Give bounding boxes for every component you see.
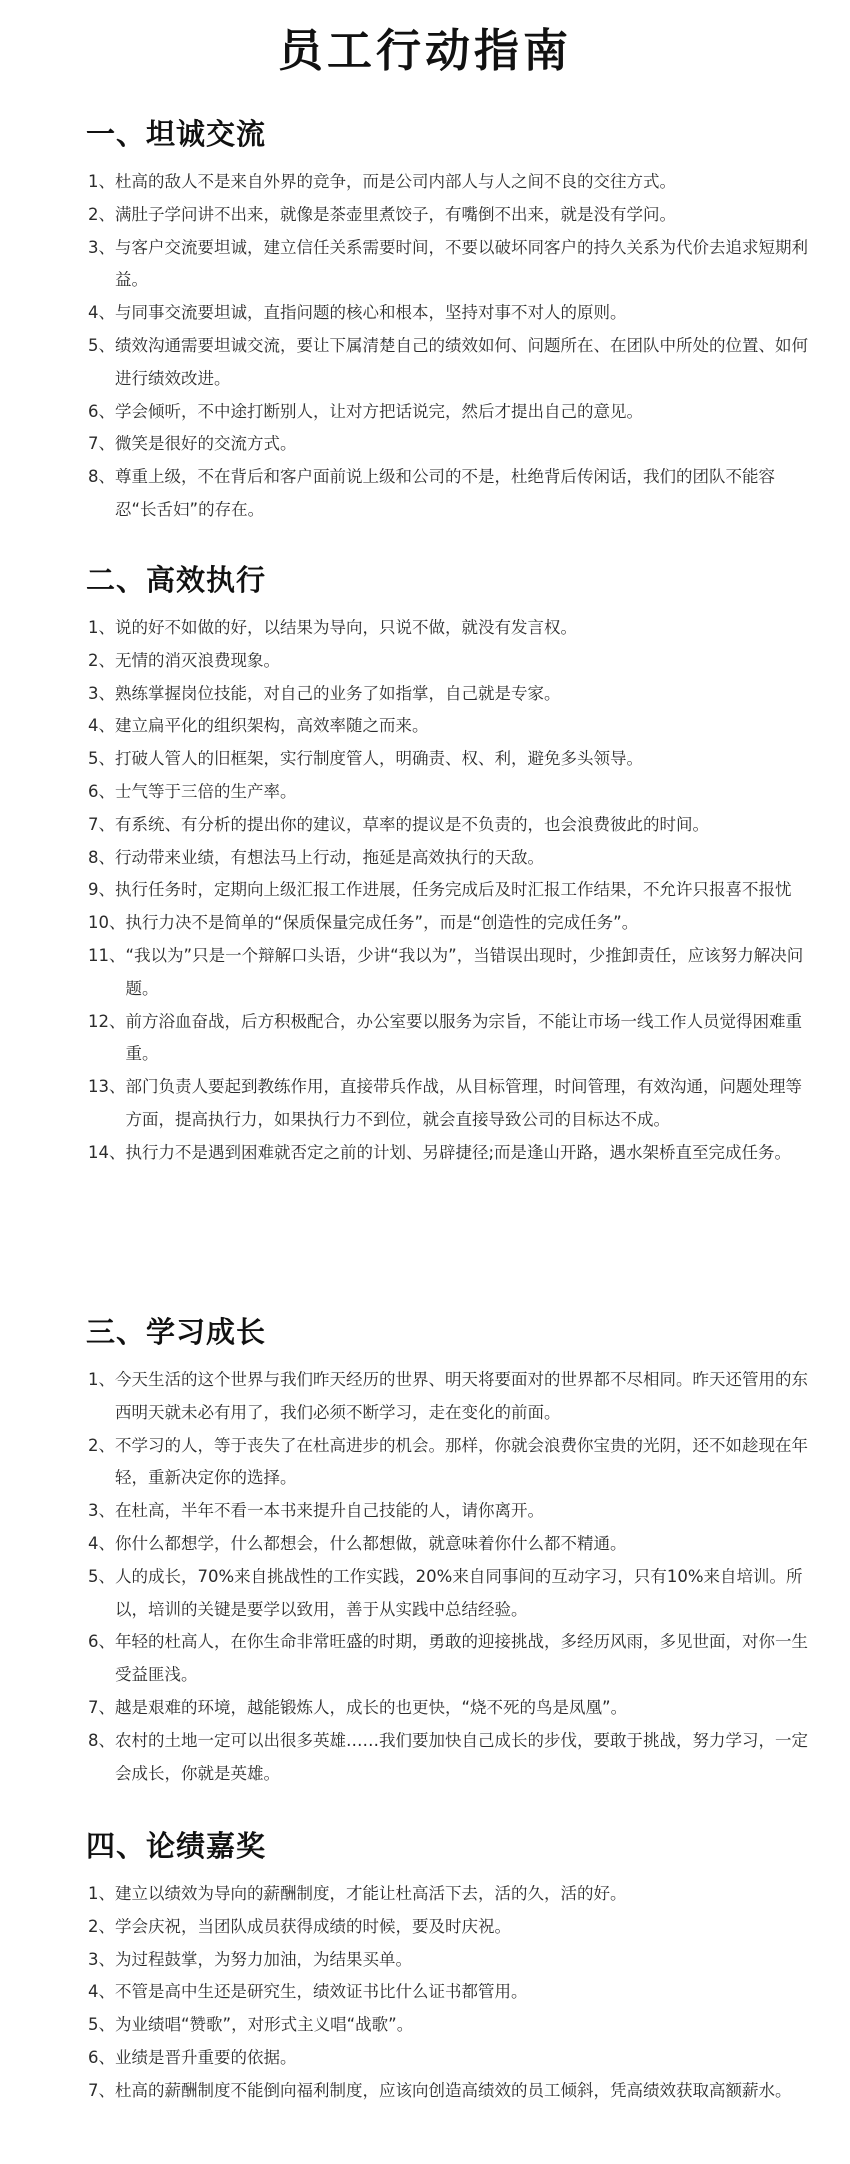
list-item: [88, 1071, 808, 1137]
section-heading: 四、论绩嘉奖: [86, 1829, 267, 1863]
list-item: [88, 461, 808, 527]
list-item: [88, 428, 808, 461]
item-text: 不管是高中生还是研究生，绩效证书比什么证书都管用。: [115, 1982, 528, 2002]
item-number: 9、: [88, 880, 115, 900]
item-number: 5、: [88, 749, 115, 769]
item-number: 4、: [88, 716, 115, 736]
item-number: 3、: [88, 683, 115, 703]
list-item: [88, 809, 808, 842]
item-text: 执行任务时，定期向上级汇报工作进展，任务完成后及时汇报工作结果，不允许只报喜不报忧: [115, 880, 792, 900]
item-number: 6、: [88, 781, 115, 801]
item-number: 12、: [88, 1011, 126, 1031]
item-text: 绩效沟通需要坦诚交流，要让下属清楚自己的绩效如何、问题所在、在团队中所处的位置、如何进行绩效改进。: [115, 335, 808, 388]
item-text: “我以为”只是一个辩解口头语，少讲“我以为”，当错误出现时，少推卸责任，应该努力解决问题。: [125, 945, 804, 998]
item-number: 6、: [88, 1632, 115, 1652]
item-number: 1、: [88, 1884, 115, 1903]
item-text: 有系统、有分析的提出你的建议，草率的提议是不负责的，也会浪费彼此的时间。: [115, 814, 709, 834]
item-text: 学会庆祝，当团队成员获得成绩的时候，要及时庆祝。: [115, 1916, 511, 1936]
list-item: [88, 1430, 808, 1496]
item-number: 7、: [88, 1697, 115, 1717]
item-text: 尊重上级，不在背后和客户面前说上级和公司的不是，杜绝背后传闲话，我们的团队不能容忍“长舌妇”的存在。: [115, 467, 775, 519]
item-text: 前方浴血奋战，后方积极配合，办公室要以服务为宗旨，不能让市场一线工作人员觉得困难重重。: [125, 1011, 802, 1064]
list-item: [88, 645, 808, 678]
list-item: [88, 330, 808, 396]
item-number: 3、: [88, 237, 115, 257]
item-text: 今天生活的这个世界与我们昨天经历的世界、明天将要面对的世界都不尽相同。昨天还管用的东西明天就未必有用了，我们必须不断学习，走在变化的前面。: [115, 1370, 808, 1422]
section-efficient-execution: [88, 562, 808, 1170]
list-item: [88, 612, 808, 645]
item-number: 5、: [88, 335, 115, 355]
item-text: 部门负责人要起到教练作用，直接带兵作战，从目标管理，时间管理，有效沟通，问题处理等方面，提高执行力，如果执行力不到位，就会直接导致公司的目标达不成。: [125, 1077, 802, 1129]
item-text: 熟练掌握岗位技能，对自己的业务了如指掌，自己就是专家。: [115, 683, 561, 703]
item-number: 1、: [88, 1370, 115, 1389]
item-text: 农村的土地一定可以出很多英雄……我们要加快自己成长的步伐，要敢于挑战，努力学习，一定会成长，你就是英雄。: [115, 1730, 808, 1783]
list-item: [88, 1528, 808, 1561]
item-number: 4、: [88, 1533, 115, 1553]
item-text: 在杜高，半年不看一本书来提升自己技能的人，请你离开。: [115, 1501, 544, 1521]
item-number: 14、: [88, 1142, 126, 1162]
item-text: 越是艰难的环境，越能锻炼人，成长的也更快，“烧不死的鸟是凤凰”。: [115, 1697, 628, 1717]
list-item: [88, 2075, 808, 2108]
item-text: 不学习的人，等于丧失了在杜高进步的机会。那样，你就会浪费你宝贵的光阴，还不如趁现在年轻，重新决定你的选择。: [115, 1435, 808, 1488]
item-number: 4、: [88, 303, 115, 323]
item-number: 13、: [88, 1077, 126, 1097]
list-item: [88, 1495, 808, 1528]
item-number: 5、: [88, 2015, 115, 2035]
item-text: 年轻的杜高人，在你生命非常旺盛的时期，勇敢的迎接挑战，多经历风雨，多见世面，对你一生受益匪浅。: [115, 1632, 808, 1685]
item-text: 士气等于三倍的生产率。: [115, 781, 297, 801]
item-number: 1、: [88, 618, 115, 637]
section-heading: 二、高效执行: [86, 563, 267, 597]
list-item: [88, 1911, 808, 1944]
list-item: [88, 1944, 808, 1977]
item-number: 8、: [88, 1730, 115, 1750]
item-text: 你什么都想学，什么都想会，什么都想做，就意味着你什么都不精通。: [115, 1533, 627, 1553]
list-item: [88, 199, 808, 232]
section-performance-rewards: [88, 1828, 808, 2108]
item-number: 2、: [88, 650, 115, 670]
list-item: [88, 396, 808, 429]
list-item: [88, 1006, 808, 1072]
list-item: [88, 1626, 808, 1692]
item-number: 2、: [88, 1916, 115, 1936]
item-text: 建立以绩效为导向的薪酬制度，才能让杜高活下去，活的久，活的好。: [115, 1884, 627, 1903]
list-item: [88, 1561, 808, 1627]
list-item: [88, 1692, 808, 1725]
section-heading: 三、学习成长: [86, 1315, 267, 1349]
section-heading: 一、坦诚交流: [86, 117, 267, 151]
item-number: 3、: [88, 1501, 115, 1521]
item-text: 说的好不如做的好，以结果为导向，只说不做，就没有发言权。: [115, 618, 577, 637]
list-item: [88, 232, 808, 298]
list-item: [88, 166, 808, 199]
item-text: 无情的消灭浪费现象。: [115, 650, 280, 670]
item-number: 2、: [88, 204, 115, 224]
item-text: 建立扁平化的组织架构，高效率随之而来。: [115, 716, 429, 736]
list-item: [88, 743, 808, 776]
item-text: 为过程鼓掌，为努力加油，为结果买单。: [115, 1949, 412, 1969]
item-number: 2、: [88, 1435, 115, 1455]
item-text: 执行力不是遇到困难就否定之前的计划、另辟捷径;而是逢山开路，遇水架桥直至完成任务。: [125, 1142, 792, 1162]
list-item: [88, 678, 808, 711]
item-text: 杜高的薪酬制度不能倒向福利制度，应该向创造高绩效的员工倾斜，凭高绩效获取高额薪水。: [115, 2080, 792, 2100]
list-item: [88, 1725, 808, 1791]
item-text: 为业绩唱“赞歌”，对形式主义唱“战歌”。: [115, 2015, 414, 2035]
item-text: 微笑是很好的交流方式。: [115, 434, 297, 454]
item-text: 业绩是晋升重要的依据。: [115, 2047, 297, 2067]
list-item: [88, 1137, 808, 1170]
item-number: 7、: [88, 434, 115, 454]
list-item: [88, 1878, 808, 1911]
list-item: [88, 710, 808, 743]
item-text: 执行力决不是简单的“保质保量完成任务”，而是“创造性的完成任务”。: [125, 913, 639, 933]
section-candid-communication: [88, 116, 808, 527]
item-number: 6、: [88, 2047, 115, 2067]
item-text: 学会倾听，不中途打断别人，让对方把话说完，然后才提出自己的意见。: [115, 401, 643, 421]
item-number: 8、: [88, 847, 115, 867]
item-number: 11、: [88, 945, 126, 965]
item-number: 3、: [88, 1949, 115, 1969]
item-number: 6、: [88, 401, 115, 421]
item-number: 10、: [88, 913, 126, 933]
item-number: 4、: [88, 1982, 115, 2002]
list-item: [88, 940, 808, 1006]
item-text: 杜高的敌人不是来自外界的竞争，而是公司内部人与人之间不良的交往方式。: [115, 172, 676, 191]
list-item: [88, 2009, 808, 2042]
list-item: [88, 842, 808, 875]
item-number: 7、: [88, 814, 115, 834]
list-item: [88, 874, 808, 907]
list-item: [88, 297, 808, 330]
list-item: [88, 907, 808, 940]
item-text: 与同事交流要坦诚，直指问题的核心和根本，坚持对事不对人的原则。: [115, 303, 627, 323]
item-number: 1、: [88, 172, 115, 191]
list-item: [88, 2042, 808, 2075]
list-item: [88, 1364, 808, 1430]
item-text: 人的成长，70%来自挑战性的工作实践，20%来自同事间的互动字习，只有10%来自培训。所以，培训的关键是要学以致用，善于从实践中总结经验。: [115, 1566, 803, 1619]
item-number: 5、: [88, 1566, 115, 1586]
item-text: 与客户交流要坦诚，建立信任关系需要时间，不要以破坏同客户的持久关系为代价去追求短期利益。: [115, 237, 808, 290]
item-text: 打破人管人的旧框架，实行制度管人，明确责、权、利，避免多头领导。: [115, 749, 643, 769]
item-number: 7、: [88, 2080, 115, 2100]
list-item: [88, 776, 808, 809]
page-title: 员工行动指南: [277, 24, 572, 77]
list-item: [88, 1976, 808, 2009]
item-text: 满肚子学问讲不出来，就像是茶壶里煮饺子，有嘴倒不出来，就是没有学问。: [115, 204, 676, 224]
item-text: 行动带来业绩，有想法马上行动，拖延是高效执行的天敌。: [115, 847, 544, 867]
item-number: 8、: [88, 467, 115, 487]
section-learning-growth: [88, 1314, 808, 1790]
